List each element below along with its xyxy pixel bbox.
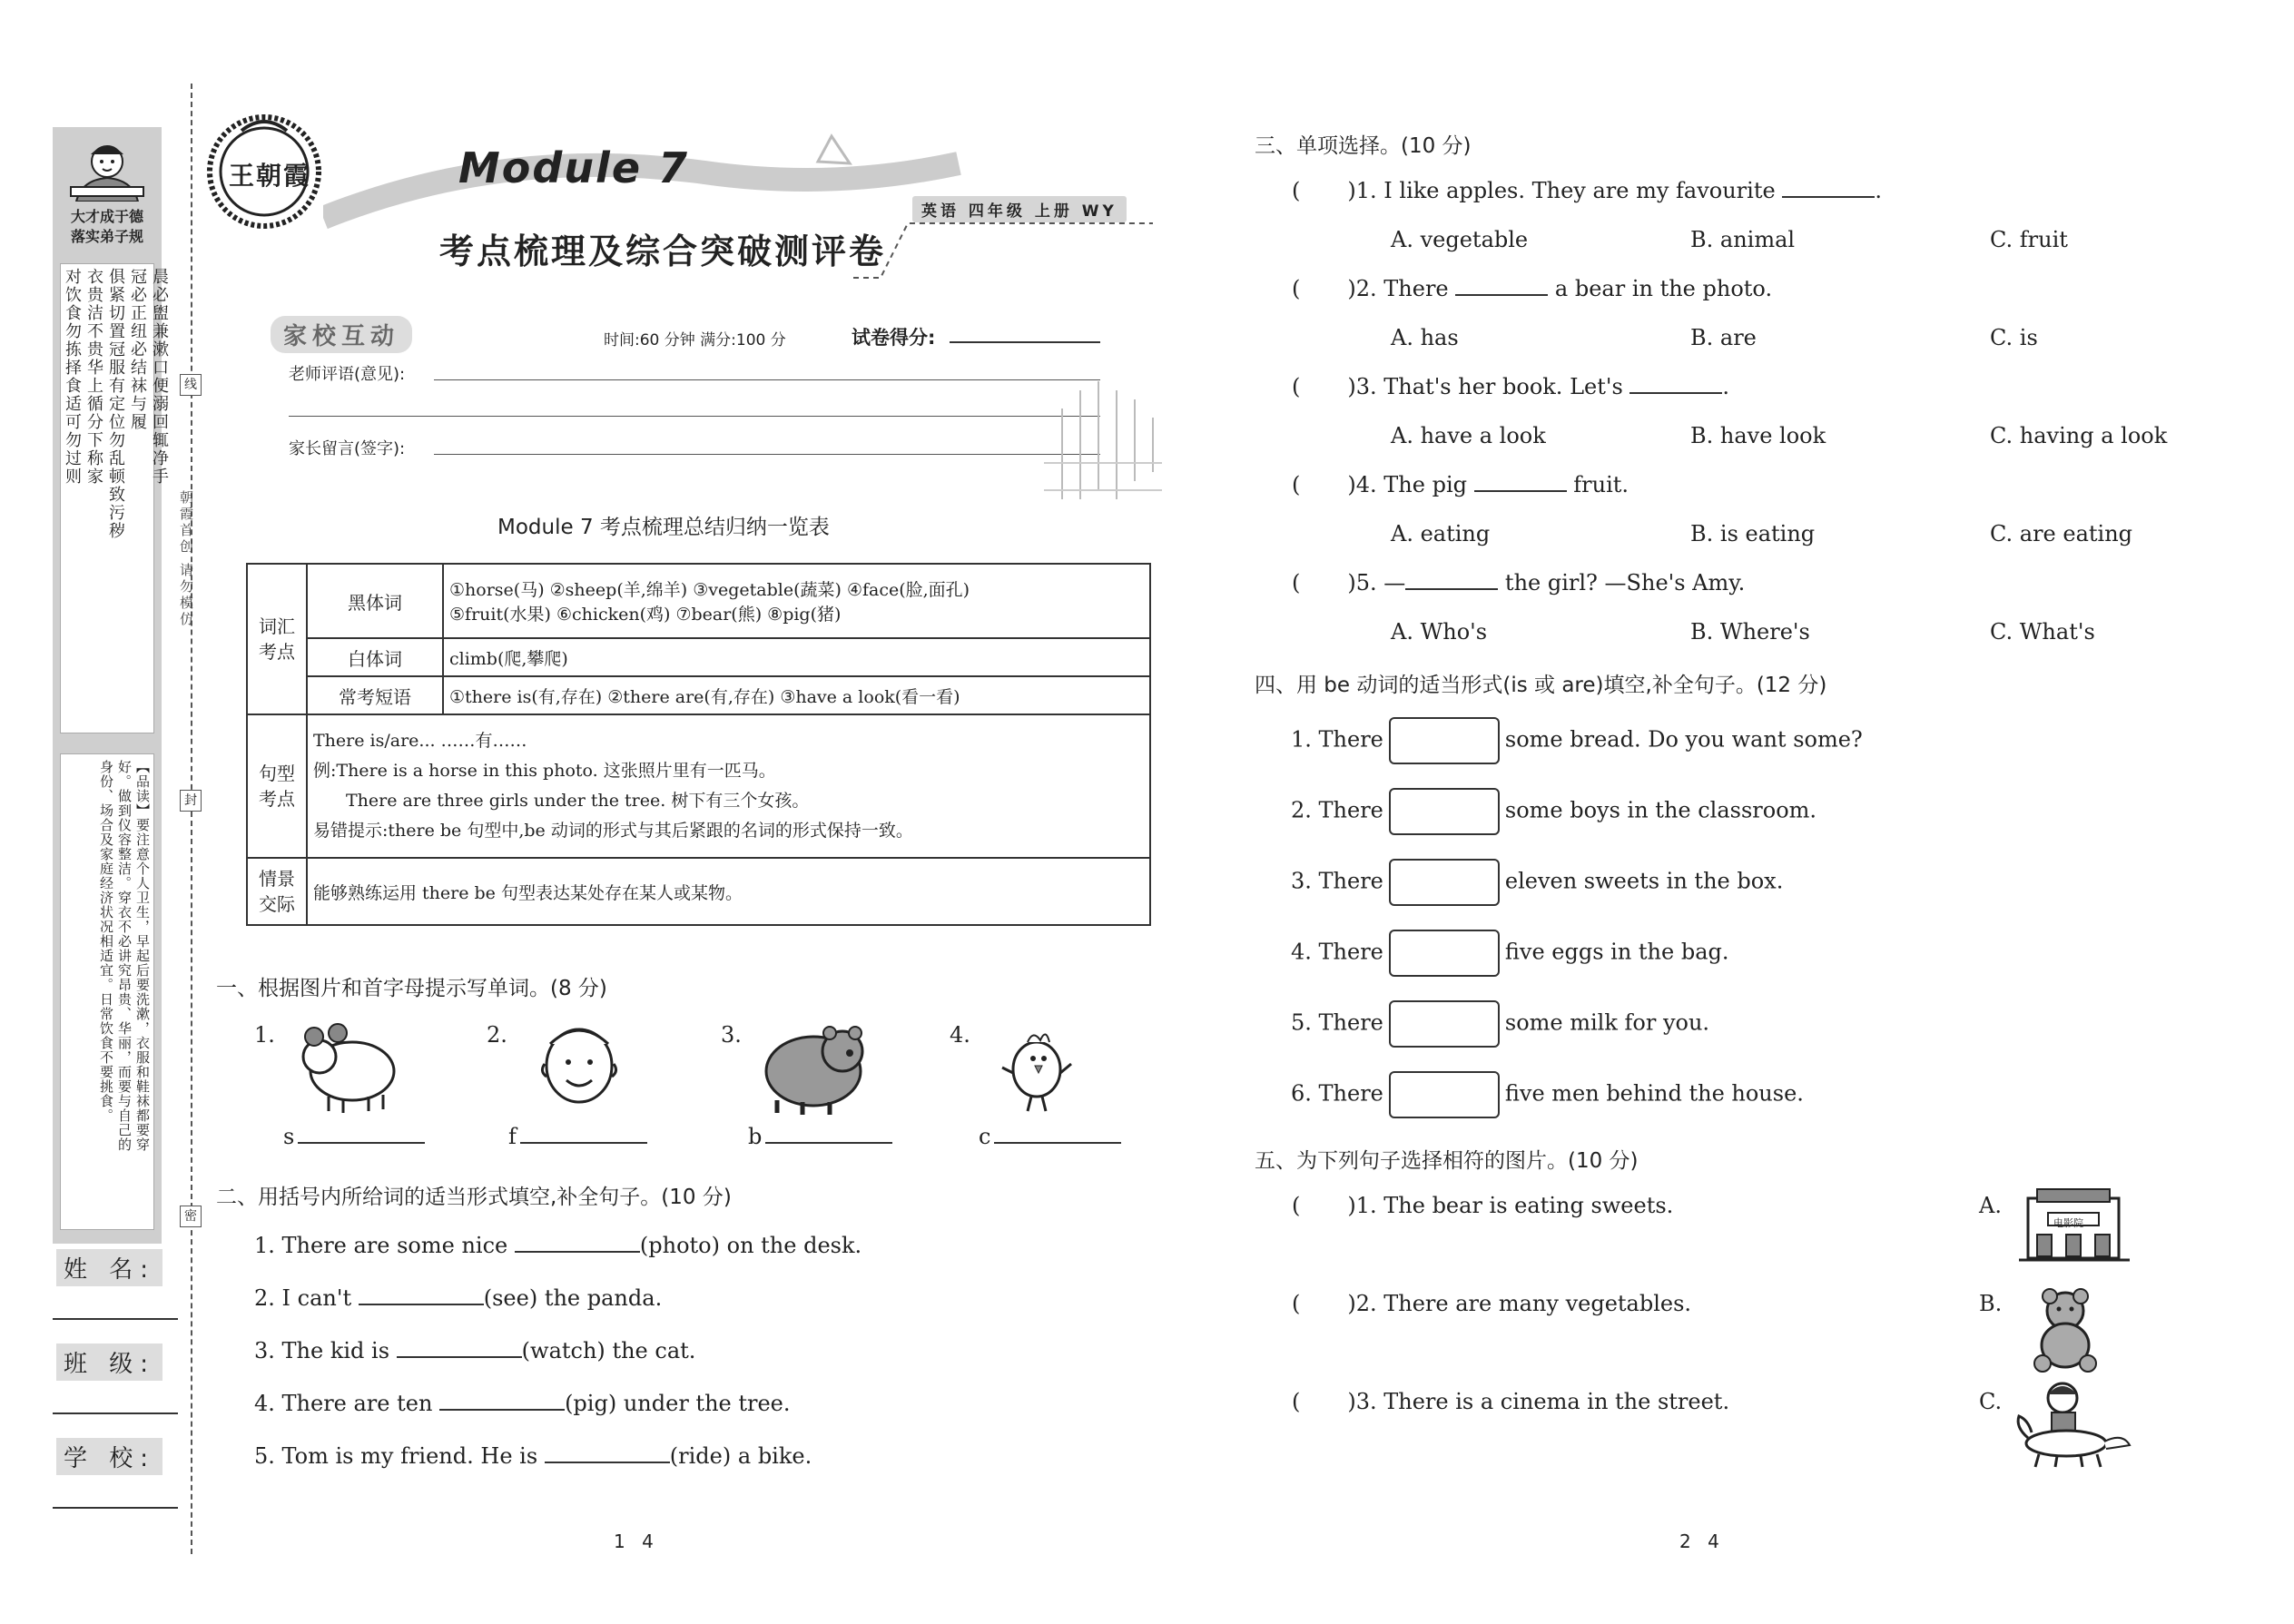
question-text: a bear in the photo. bbox=[1554, 276, 1773, 301]
question-text: )3. There is a cinema in the street. bbox=[1347, 1389, 1730, 1414]
page-title: 考点梳理及综合突破测评卷 bbox=[439, 231, 887, 271]
option-a[interactable]: A. have a look bbox=[1391, 423, 1546, 448]
answer-blank[interactable] bbox=[359, 1304, 484, 1305]
bear-icon bbox=[757, 1017, 875, 1117]
pattern-line: There is/are... ……有…… bbox=[313, 731, 527, 751]
section2-question bbox=[254, 1338, 695, 1363]
option-a[interactable]: A. eating bbox=[1391, 521, 1491, 546]
choice-question: ( )2. There a bear in the photo. bbox=[1292, 276, 1773, 301]
section2-question bbox=[254, 1391, 791, 1416]
motto-line: 落实弟子规 bbox=[70, 228, 143, 245]
first-letter: b bbox=[748, 1124, 763, 1149]
name-field[interactable] bbox=[53, 1318, 178, 1320]
question-text: fruit. bbox=[1573, 472, 1629, 497]
question-text: a bike. bbox=[737, 1443, 812, 1469]
pic-number: 4. bbox=[950, 1022, 970, 1048]
answer-field[interactable] bbox=[748, 1124, 892, 1149]
pic-number: 3. bbox=[721, 1022, 742, 1048]
question-text: 5. Tom is my friend. He is bbox=[254, 1443, 538, 1469]
bold-words-label: 黑体词 bbox=[307, 564, 443, 638]
option-a[interactable]: A. has bbox=[1391, 325, 1459, 350]
school-label: 学 校: bbox=[56, 1438, 162, 1475]
answer-box[interactable] bbox=[1389, 1000, 1500, 1048]
first-letter: f bbox=[508, 1124, 517, 1149]
note-column: 【品读】要注意个人卫生，早起后要洗漱，衣服和鞋袜都要穿 bbox=[134, 760, 151, 1152]
cinema-sign: 电影院 bbox=[2053, 1217, 2083, 1229]
option-b[interactable]: B. animal bbox=[1690, 227, 1796, 252]
picture-option-label: A. bbox=[1979, 1193, 2002, 1218]
table-row bbox=[247, 564, 1150, 638]
picture-option-label: B. bbox=[1979, 1291, 2003, 1316]
pattern-cell bbox=[307, 714, 1150, 858]
paren: ( bbox=[1292, 570, 1301, 595]
answer-box[interactable] bbox=[1389, 859, 1500, 906]
question-text: the girl? —She's Amy. bbox=[1504, 570, 1746, 595]
paren: ( bbox=[1292, 178, 1301, 203]
question-text: five men behind the house. bbox=[1504, 1080, 1804, 1107]
choice-question: ( )5. — the girl? —She's Amy. bbox=[1292, 570, 1746, 595]
answer-field[interactable] bbox=[508, 1124, 647, 1149]
option-c[interactable]: C. are eating bbox=[1990, 521, 2133, 546]
section4-question bbox=[1291, 788, 1816, 835]
option-c[interactable]: C. is bbox=[1990, 325, 2038, 350]
answer-box[interactable] bbox=[1389, 788, 1500, 835]
option-c[interactable]: C. having a look bbox=[1990, 423, 2168, 448]
question-text: five eggs in the bag. bbox=[1504, 939, 1729, 965]
fold-line bbox=[191, 84, 192, 1554]
face-icon bbox=[523, 1017, 641, 1117]
question-text: 4. There are ten bbox=[254, 1391, 433, 1416]
header-dashed-line bbox=[853, 214, 1162, 287]
sheep-icon bbox=[289, 1017, 407, 1117]
question-text: 1. There are some nice bbox=[254, 1233, 508, 1258]
question-text: 3. The kid is bbox=[254, 1338, 390, 1363]
vocab-category: 词汇考点 bbox=[247, 564, 307, 714]
first-letter: c bbox=[979, 1124, 991, 1149]
choice-question: ( )3. That's her book. Let's . bbox=[1292, 374, 1730, 399]
option-b[interactable]: B. are bbox=[1690, 325, 1757, 350]
pic-number: 2. bbox=[487, 1022, 507, 1048]
question-text: eleven sweets in the box. bbox=[1504, 868, 1784, 894]
question-text: . bbox=[1875, 178, 1882, 203]
school-field[interactable] bbox=[53, 1507, 178, 1509]
option-b[interactable]: B. is eating bbox=[1690, 521, 1816, 546]
word-hint: (pig) bbox=[565, 1391, 617, 1416]
answer-box[interactable] bbox=[1389, 1071, 1500, 1118]
answer-field[interactable] bbox=[283, 1124, 425, 1149]
bold-words-line: ①horse(马) ②sheep(羊,绵羊) ③vegetable(蔬菜) ④face(脸,面孔) bbox=[449, 580, 970, 600]
pattern-example: There are three girls under the tree. 树下有三个女孩。 bbox=[346, 791, 810, 811]
teddy-bear-icon bbox=[2024, 1285, 2106, 1373]
rules-column: 衣贵洁不贵华上循分下称家 bbox=[84, 268, 103, 486]
scene-cell: 能够熟练运用 there be 句型表达某处存在某人或某物。 bbox=[307, 858, 1150, 925]
question-text: 3. There bbox=[1291, 868, 1383, 894]
time-info: 时间:60 分钟 满分:100 分 bbox=[604, 331, 786, 349]
question-text: some milk for you. bbox=[1504, 1009, 1710, 1036]
question-text: 6. There bbox=[1291, 1080, 1383, 1107]
option-b[interactable]: B. Where's bbox=[1690, 619, 1810, 645]
choice-question: ( )4. The pig fruit. bbox=[1292, 472, 1629, 497]
option-c[interactable]: C. What's bbox=[1990, 619, 2095, 645]
section4-title: 四、用 be 动词的适当形式(is 或 are)填空,补全句子。(12 分) bbox=[1255, 674, 1827, 697]
parent-comment-field[interactable] bbox=[434, 454, 1100, 455]
word-hint: (ride) bbox=[669, 1443, 732, 1469]
paren: ( bbox=[1292, 374, 1301, 399]
question-text: the panda. bbox=[544, 1285, 663, 1311]
answer-box[interactable] bbox=[1389, 930, 1500, 977]
page-number: 1 4 bbox=[614, 1530, 659, 1552]
answer-blank[interactable] bbox=[397, 1356, 522, 1358]
question-text: the cat. bbox=[612, 1338, 696, 1363]
rules-column: 俱紧切置冠服有定位勿乱顿致污秽 bbox=[106, 268, 125, 540]
question-text: on the desk. bbox=[726, 1233, 862, 1258]
parent-comment-label: 家长留言(签字): bbox=[289, 439, 406, 458]
question-text: )2. There are many vegetables. bbox=[1347, 1291, 1692, 1316]
pattern-tip: 易错提示:there be 句型中,be 动词的形式与其后紧跟的名词的形式保持一致。 bbox=[313, 821, 913, 841]
answer-box[interactable] bbox=[1389, 717, 1500, 764]
corner-hatch-decoration bbox=[1044, 372, 1162, 508]
answer-blank[interactable] bbox=[515, 1251, 640, 1253]
question-text: 4. The pig bbox=[1355, 472, 1467, 497]
scene-category: 情景交际 bbox=[247, 858, 307, 925]
question-text: some boys in the classroom. bbox=[1504, 797, 1817, 823]
logo-text: 王朝霞 bbox=[229, 161, 311, 191]
first-letter: s bbox=[283, 1124, 295, 1149]
teacher-comment-field-2[interactable] bbox=[289, 416, 1100, 417]
option-b[interactable]: B. have look bbox=[1690, 423, 1826, 448]
note-column: 好。做到仪容整洁。穿衣不必讲究昂贵、华丽，而要与自己的 bbox=[116, 760, 133, 1152]
picture-option-label: C. bbox=[1979, 1389, 2003, 1414]
section1-title: 一、根据图片和首字母提示写单词。(8 分) bbox=[216, 977, 607, 1000]
word-hint: (see) bbox=[483, 1285, 538, 1311]
score-label: 试卷得分: bbox=[852, 327, 936, 349]
table-row bbox=[247, 676, 1150, 714]
option-c[interactable]: C. fruit bbox=[1990, 227, 2068, 252]
page-number: 2 4 bbox=[1679, 1530, 1725, 1552]
fold-notice: 朝霞首创 请勿模仿 bbox=[178, 490, 194, 628]
summary-table bbox=[246, 563, 1151, 926]
class-label: 班 级: bbox=[56, 1343, 162, 1381]
section2-question bbox=[254, 1443, 812, 1469]
rules-column: 晨必盥兼漱口便溺回辄净手 bbox=[150, 268, 169, 486]
question-text: 3. That's her book. Let's bbox=[1355, 374, 1623, 399]
section4-question bbox=[1291, 717, 1863, 764]
section4-question bbox=[1291, 1071, 1804, 1118]
summary-title: Module 7 考点梳理总结归纳一览表 bbox=[497, 516, 830, 539]
score-field[interactable] bbox=[950, 341, 1100, 343]
margin-note bbox=[60, 753, 154, 1230]
table-row bbox=[247, 858, 1150, 925]
match-question bbox=[1292, 1291, 1691, 1316]
question-text: 5. — bbox=[1355, 570, 1406, 595]
boy-riding-horse-icon bbox=[2003, 1378, 2139, 1469]
paren: ( bbox=[1292, 1291, 1301, 1316]
class-field[interactable] bbox=[53, 1412, 178, 1414]
question-text: 2. There bbox=[1291, 797, 1383, 823]
motto-line: 大才成于德 bbox=[70, 208, 143, 225]
margin-rules bbox=[60, 263, 169, 733]
match-question bbox=[1292, 1193, 1673, 1218]
section2-title: 二、用括号内所给词的适当形式填空,补全句子。(10 分) bbox=[216, 1186, 732, 1209]
section4-question bbox=[1291, 859, 1783, 906]
home-school-badge: 家校互动 bbox=[271, 316, 412, 353]
white-words-label: 白体词 bbox=[307, 638, 443, 676]
margin-motto bbox=[56, 207, 158, 247]
table-row bbox=[247, 714, 1150, 858]
section2-question bbox=[254, 1285, 662, 1311]
chicken-icon bbox=[980, 1017, 1098, 1117]
pattern-example: 例:There is a horse in this photo. 这张照片里有一匹马。 bbox=[313, 761, 776, 781]
question-text: . bbox=[1722, 374, 1730, 399]
section4-question bbox=[1291, 1000, 1709, 1048]
question-text: some bread. Do you want some? bbox=[1504, 726, 1863, 753]
pattern-category: 句型考点 bbox=[247, 714, 307, 858]
table-row bbox=[247, 638, 1150, 676]
pic-number: 1. bbox=[254, 1022, 275, 1048]
teacher-comment-field[interactable] bbox=[434, 379, 1100, 380]
question-text: 2. I can't bbox=[254, 1285, 352, 1311]
white-words-cell: climb(爬,攀爬) bbox=[443, 638, 1150, 676]
answer-field[interactable] bbox=[979, 1124, 1121, 1149]
match-question bbox=[1292, 1389, 1729, 1414]
question-text: 4. There bbox=[1291, 939, 1383, 965]
answer-blank[interactable] bbox=[439, 1409, 565, 1411]
section2-question bbox=[254, 1233, 861, 1258]
question-text: 1. There bbox=[1291, 726, 1383, 753]
fold-mark: 封 bbox=[180, 790, 202, 812]
note-column: 身份、场合及家庭经济状况相适宜。日常饮食不要挑食。 bbox=[98, 760, 114, 1123]
bold-words-cell bbox=[443, 564, 1150, 638]
paren: ( bbox=[1292, 1193, 1301, 1218]
option-a[interactable]: A. Who's bbox=[1391, 619, 1488, 645]
question-text: 2. There bbox=[1355, 276, 1449, 301]
paren: ( bbox=[1292, 472, 1301, 497]
fold-mark: 密 bbox=[180, 1206, 202, 1227]
bold-words-line: ⑤fruit(水果) ⑥chicken(鸡) ⑦bear(熊) ⑧pig(猪) bbox=[449, 605, 842, 625]
word-hint: (photo) bbox=[639, 1233, 720, 1258]
question-text: 1. I like apples. They are my favourite bbox=[1355, 178, 1776, 203]
question-text: under the tree. bbox=[623, 1391, 791, 1416]
question-text: 5. There bbox=[1291, 1009, 1383, 1036]
option-a[interactable]: A. vegetable bbox=[1391, 227, 1529, 252]
phrases-label: 常考短语 bbox=[307, 676, 443, 714]
subject-tag: 英语 四年级 上册 WY bbox=[912, 196, 1127, 222]
phrases-cell: ①there is(有,存在) ②there are(有,存在) ③have a look(看一看) bbox=[443, 676, 1150, 714]
paren: ( bbox=[1292, 276, 1301, 301]
word-hint: (watch) bbox=[521, 1338, 605, 1363]
section3-title: 三、单项选择。(10 分) bbox=[1255, 134, 1472, 158]
scholar-avatar-icon bbox=[64, 134, 151, 202]
section5-title: 五、为下列句子选择相符的图片。(10 分) bbox=[1255, 1149, 1639, 1173]
section4-question bbox=[1291, 930, 1729, 977]
fold-mark: 线 bbox=[180, 374, 202, 396]
choice-question: ( )1. I like apples. They are my favourite . bbox=[1292, 178, 1882, 203]
teacher-comment-label: 老师评语(意见): bbox=[289, 365, 406, 384]
question-text: )1. The bear is eating sweets. bbox=[1347, 1193, 1674, 1218]
rules-column: 对饮食勿拣择食适可勿过则 bbox=[63, 268, 82, 486]
module-title: Module 7 bbox=[458, 143, 690, 192]
paren: ( bbox=[1292, 1389, 1301, 1414]
rules-column: 冠必正纽必结袜与履 bbox=[128, 268, 147, 431]
answer-blank[interactable] bbox=[545, 1462, 670, 1463]
name-label: 姓 名: bbox=[56, 1249, 162, 1286]
